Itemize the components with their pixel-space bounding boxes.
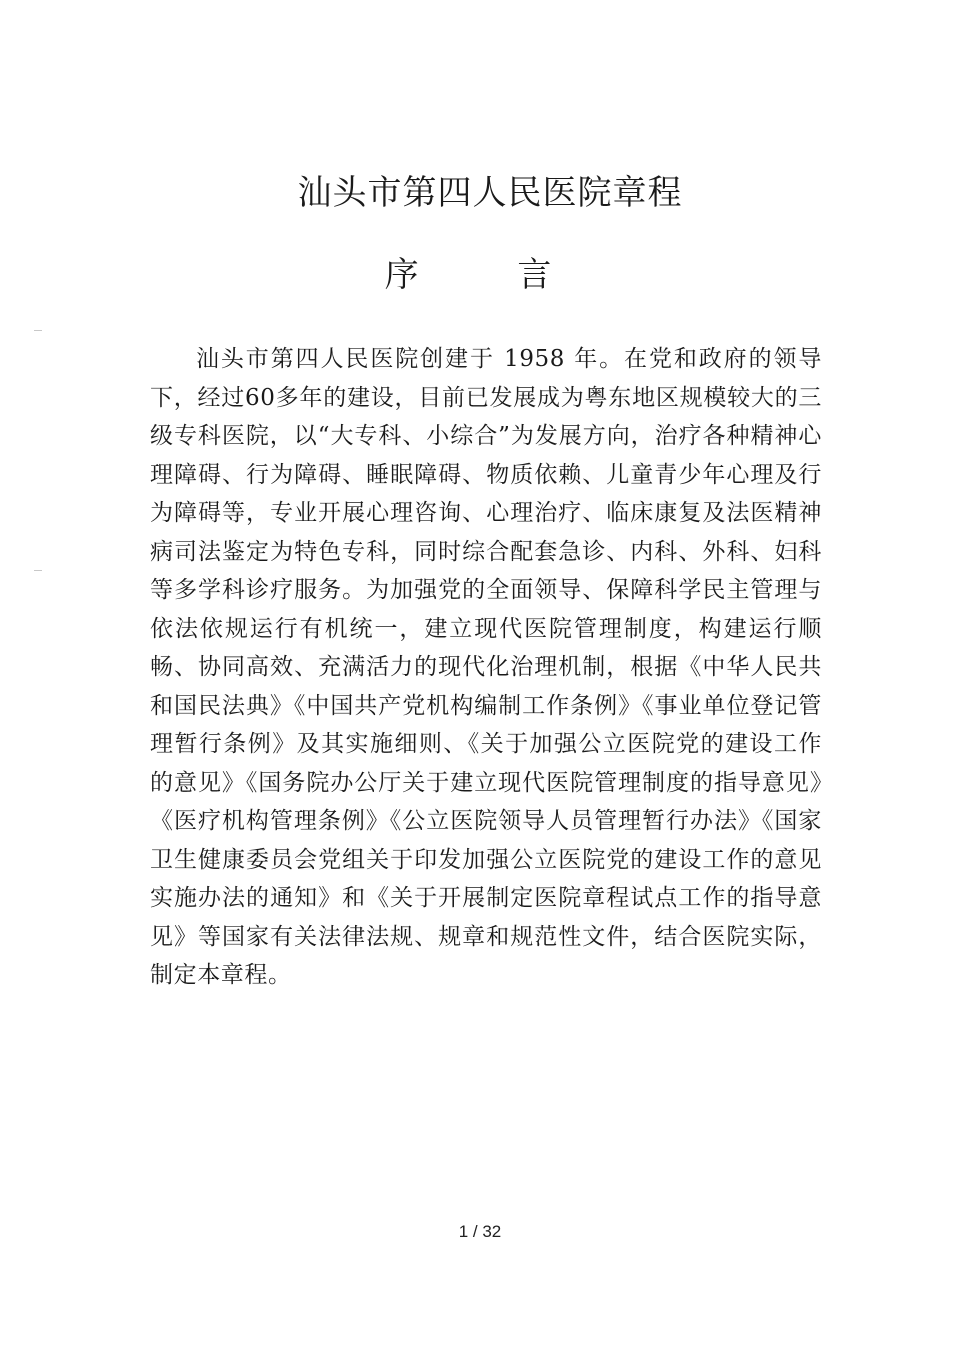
preface-paragraph: 汕头市第四人民医院创建于 1958 年。在党和政府的领导下，经过60多年的建设，目前已发展成为粤东地区规模较大的三级专科医院，以“大专科、小综合”为发展方向，治疗各种精神心理障碍、行为障碍、睡眠障碍、物质依赖、儿童青少年心理及行为障碍等，专业开展心理咨询、心理治疗、临床康复及法医精神病司法鉴定为特色专科，同时综合配套急诊、内科、外科、妇科等多学科诊疗服务。为加强党的全面领导、保障科学民主管理与依法依规运行有机统一，建立现代医院管理制度，构建运行顺畅、协同高效、充满活力的现代化治理机制，根据《中华人民共和国民法典》《中国共产党机构编制工作条例》《事业单位登记管理暂行条例》及其实施细则、《关于加强公立医院党的建设工作的意见》《国务院办公厅关于建立现代医院管理制度的指导意见》《医疗机构管理条例》《公立医院领导人员管理暂行办法》《国家卫生健康委员会党组关于印发加强公立医院党的建设工作的意见实施办法的通知》和《关于开展制定医院章程试点工作的指导意见》等国家有关法律法规、规章和规范性文件，结合医院实际，制定本章程。 [150, 346, 822, 988]
page-number: 1 / 32 [458, 1222, 502, 1241]
document-title: 汕头市第四人民医院章程 [297, 173, 683, 213]
scan-artifact [34, 570, 42, 571]
scan-artifact [34, 330, 42, 331]
section-heading: 序 言 [384, 255, 596, 295]
